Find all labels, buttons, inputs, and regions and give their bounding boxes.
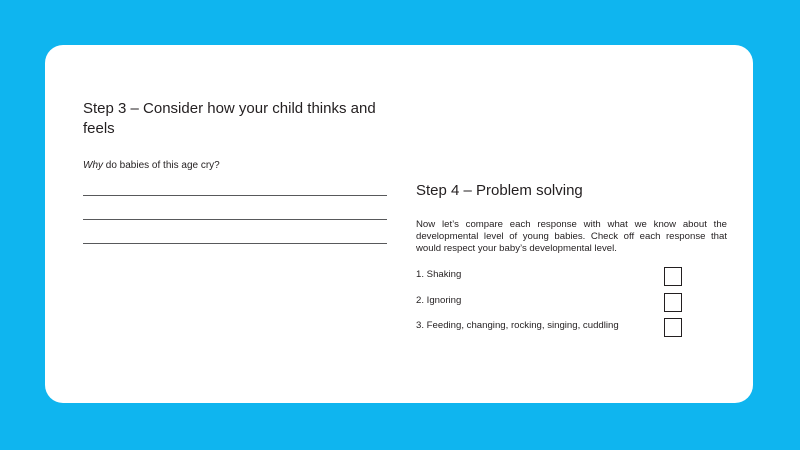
checkbox-ignoring[interactable] [664,293,682,312]
step4-heading: Step 4 – Problem solving [416,182,583,199]
answer-line-3[interactable] [83,243,387,244]
step3-heading: Step 3 – Consider how your child thinks and feels [83,100,376,137]
answer-line-1[interactable] [83,195,387,196]
option-feeding-changing: 3. Feeding, changing, rocking, singing, cuddling [416,320,619,331]
option-shaking: 1. Shaking [416,269,462,280]
step3-question [83,160,220,171]
step4-instructions: Now let’s compare each response with what we know about the developmental level of young babies. Check off each response that would respect your baby’s developmental level. [416,219,727,254]
question-text: do babies of this age cry? [103,160,220,171]
checkbox-feeding-changing[interactable] [664,318,682,337]
option-ignoring: 2. Ignoring [416,295,462,306]
checkbox-shaking[interactable] [664,267,682,286]
question-emphasis: Why [83,160,103,171]
worksheet-card [45,45,753,403]
answer-line-2[interactable] [83,219,387,220]
